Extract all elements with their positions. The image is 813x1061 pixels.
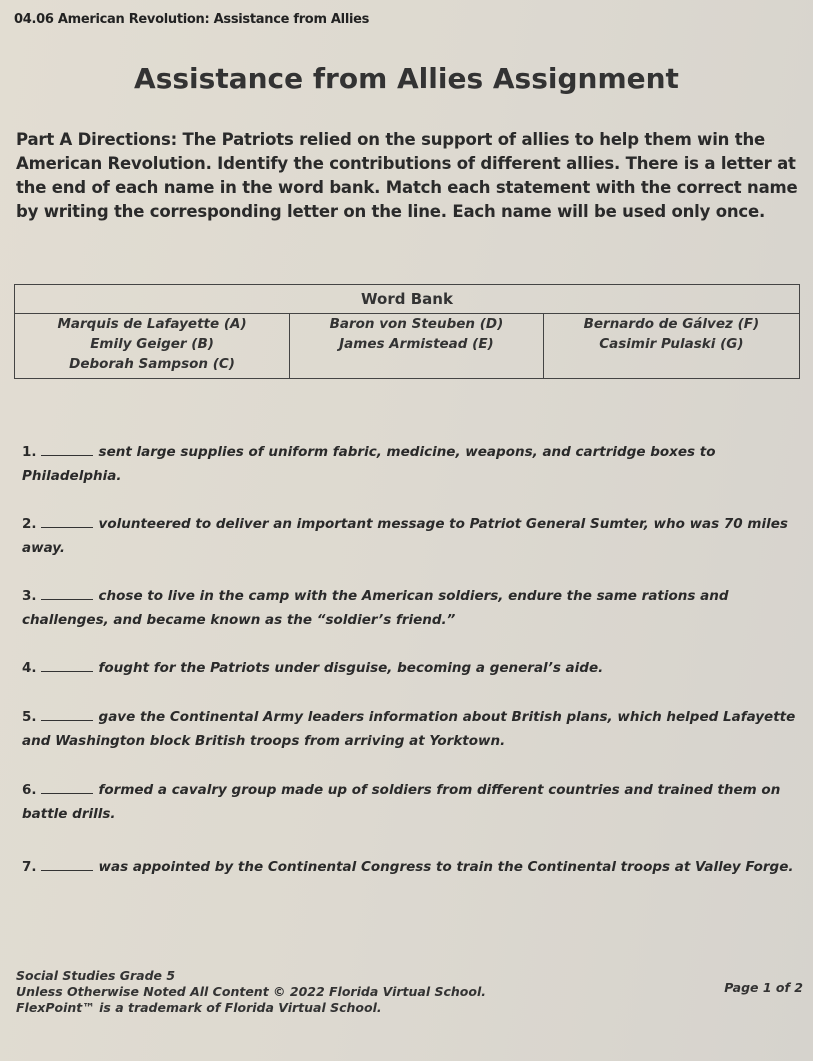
word-bank-title: Word Bank — [15, 285, 800, 314]
answer-blank[interactable] — [41, 708, 93, 721]
word-bank-cell — [543, 354, 799, 379]
question-text: chose to live in the camp with the American soldiers, endure the same rations and challenges, and became known as the “soldier’s friend.” — [22, 588, 729, 628]
word-bank-cell: Deborah Sampson (C) — [15, 354, 290, 379]
question-text: was appointed by the Continental Congress to train the Continental troops at Valley Forge. — [98, 859, 794, 875]
footer-copyright: Unless Otherwise Noted All Content © 2022 Florida Virtual School. — [16, 984, 486, 999]
question-text: volunteered to deliver an important message to Patriot General Sumter, who was 70 miles away. — [22, 516, 788, 556]
question-number: 5. — [22, 709, 37, 725]
directions: Part A Directions: The Patriots relied on the support of allies to help them win the American Revolution. Identify the contributions of different allies. There is a letter at the end of each name in the word bank. Match each statement with the correct name by writing the corresponding letter on the line. Each name will be used only once. — [16, 130, 798, 221]
word-bank-table — [14, 284, 800, 379]
question-number: 3. — [22, 588, 37, 604]
question-1 — [22, 440, 802, 488]
question-text: formed a cavalry group made up of soldiers from different countries and trained them on battle drills. — [22, 782, 781, 822]
answer-blank[interactable] — [41, 515, 93, 528]
question-number: 6. — [22, 782, 37, 798]
footer-course: Social Studies Grade 5 — [16, 968, 176, 983]
page-title: Assistance from Allies Assignment — [134, 62, 679, 95]
question-text: gave the Continental Army leaders information about British plans, which helped Lafayette and Washington block British troops from arriving at Yorktown. — [22, 709, 796, 749]
question-5 — [22, 705, 802, 753]
footer — [16, 968, 486, 1016]
word-bank-cell: James Armistead (E) — [290, 334, 544, 354]
question-number: 2. — [22, 516, 37, 532]
question-text: sent large supplies of uniform fabric, medicine, weapons, and cartridge boxes to Philadelphia. — [22, 444, 716, 484]
word-bank-cell — [290, 354, 544, 379]
answer-blank[interactable] — [41, 659, 93, 672]
word-bank-cell: Casimir Pulaski (G) — [543, 334, 799, 354]
question-4 — [22, 656, 802, 680]
document-header: 04.06 American Revolution: Assistance from Allies — [14, 12, 370, 27]
answer-blank[interactable] — [41, 443, 93, 456]
answer-blank[interactable] — [41, 587, 93, 600]
question-number: 4. — [22, 660, 37, 676]
question-6 — [22, 778, 802, 826]
question-number: 1. — [22, 444, 37, 460]
footer-trademark: FlexPoint™ is a trademark of Florida Virtual School. — [16, 1000, 382, 1015]
word-bank-cell: Bernardo de Gálvez (F) — [543, 314, 799, 335]
question-7 — [22, 855, 802, 879]
page-number: Page 1 of 2 — [724, 980, 803, 995]
word-bank-cell: Emily Geiger (B) — [15, 334, 290, 354]
question-3 — [22, 584, 802, 632]
answer-blank[interactable] — [41, 781, 93, 794]
question-number: 7. — [22, 859, 37, 875]
answer-blank[interactable] — [41, 858, 93, 871]
question-2 — [22, 512, 802, 560]
word-bank-cell: Baron von Steuben (D) — [290, 314, 544, 335]
question-text: fought for the Patriots under disguise, becoming a general’s aide. — [98, 660, 604, 676]
word-bank-cell: Marquis de Lafayette (A) — [15, 314, 290, 335]
